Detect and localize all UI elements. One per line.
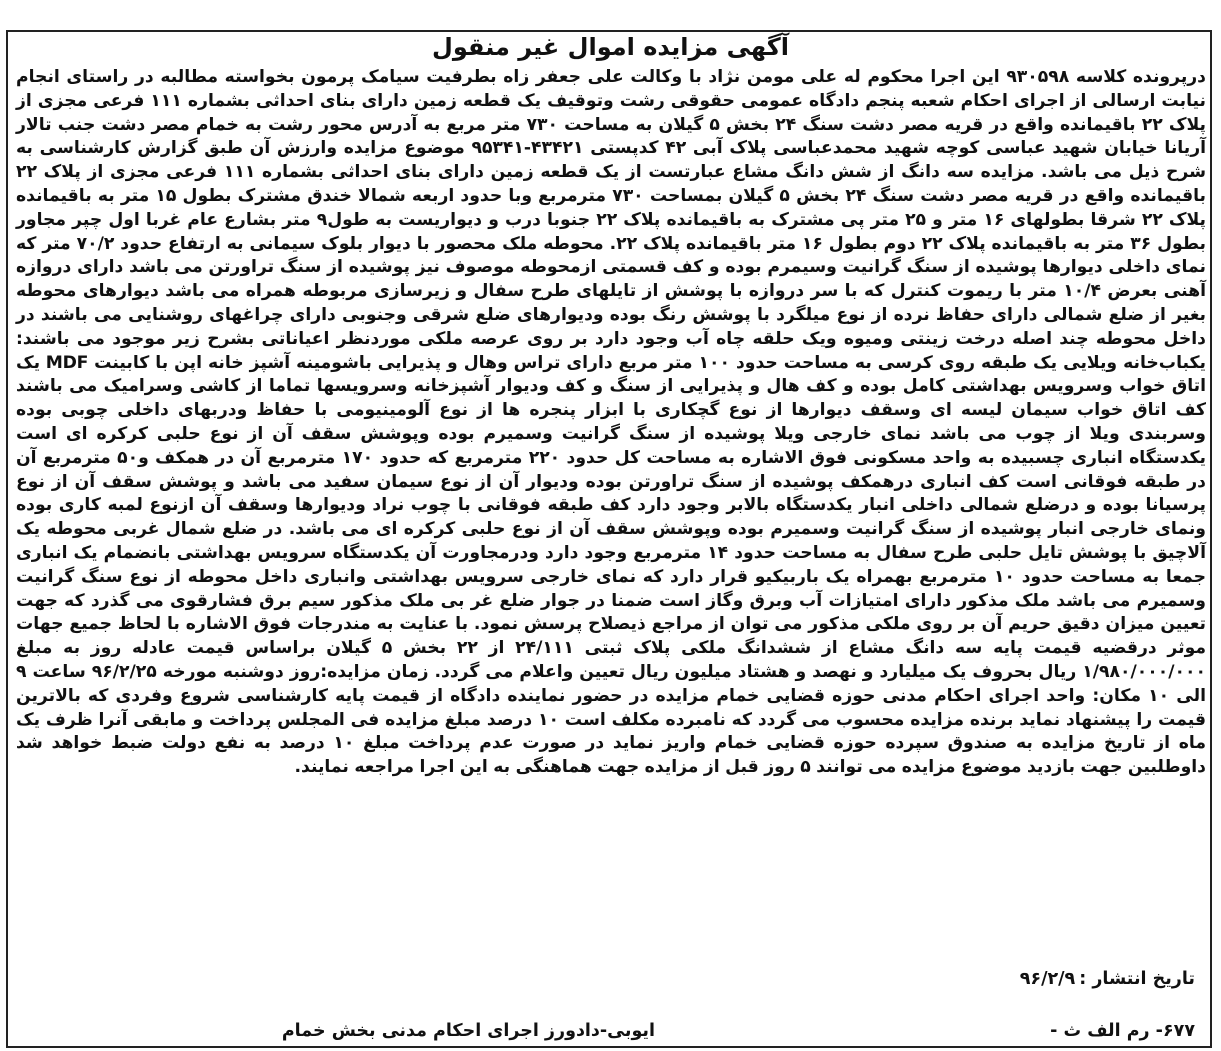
publish-date-value: ۹۶/۲/۹ [1019,969,1076,989]
notice-body: درپرونده کلاسه ۹۳۰۵۹۸ این اجرا محکوم له علی مومن نژاد با وکالت علی جعفر زاه بطرفیت سیامک پرمون بخواسته مطالبه در راستای انجام نیابت ارسالی از اجرای احکام شعبه پنجم دادگاه عمومی حقوقی رشت وتوقیف یک قطعه زمین دارای بنای احداثی بشماره ۱۱۱ فرعی مجزی از پلاک ۲۲ باقیمانده واقع در قریه مصر دشت سنگ ۲۴ بخش ۵ گیلان به مساحت ۷۳۰ متر مربع به آدرس محور رشت به خمام مصر دشت جنب تالار آریانا خیابان شهید عباسی کوچه شهید محمدعباسی پلاک آبی ۴۲ کدپستی ۴۳۴۲۱-۹۵۳۴۱ موضوع مزایده وارزش آن طبق گزارش کارشناسی به شرح ذیل می باشد. مزایده سه دانگ از شش دانگ مشاع عبارتست از یک قطعه زمین دارای بنای احداثی بشماره ۱۱۱ فرعی مجزی از پلاک ۲۲ باقیمانده واقع در قریه مصر دشت سنگ ۲۴ بخش ۵ گیلان بمساحت ۷۳۰ مترمربع وبا حدود اربعه شمالا خندق مشترک بطول ۱۵ متر به باقیمانده پلاک ۲۲ شرقا بطولهای ۱۶ متر و ۲۵ متر پی مشترک به باقیمانده پلاک ۲۲ جنوبا درب و دیواریست به طول۹ متر بشارع عام غربا اول چپر مجاور بطول ۳۶ متر به باقیمانده پلاک ۲۲ دوم بطول ۱۶ متر باقیمانده پلاک ۲۲. محوطه ملک محصور با دیوار بلوک سیمانی به ارتفاع حدود ۷۰/۲ متر که نمای داخلی دیوارها پوشیده از سنگ گرانیت وسیمرم بوده و کف قسمتی ازمحوطه موصوف نیز پوشیده از سنگ تراورتن می باشد دارای دروازه آهنی بعرض ۱۰/۴ متر با ریموت کنترل که با سر دروازه با پوشش از تایلهای طرح سفال و زیرسازی مربوطه همراه می باشد دیوارهای محوطه بغیر از ضلع شمالی دارای حفاظ نرده از نوع میلگرد با پوشش رنگ بوده ودیوارهای ضلع شرقی وجنوبی دارای چراغهای روشنایی می باشند در داخل محوطه چند اصله درخت زینتی ومیوه ویک حلقه چاه آب وجود دارد بر روی عرصه ملکی موردنظر اعیاناتی بشرح زیر موجود می باشند: یکباب‌خانه ویلایی یک طبقه روی کرسی به مساحت حدود ۱۰۰ متر مربع دارای تراس وهال و پذیرایی باشومینه آشپز خانه اپن با کابینت MDF یک اتاق خواب وسرویس بهداشتی کامل بوده و کف هال و پذیرایی از سنگ و کف ودیوار آشپزخانه وسرویسها تماما از کاشی وسرامیک می باشند کف اتاق خواب سیمان لیسه ای وسقف دیوارها از نوع گچکاری با ابزار پنجره ها از نوع آلومینیومی با حفاظ ودربهای داخلی چوبی بوده وسربندی ویلا از چوب می باشد نمای خارجی ویلا پوشیده از سنگ گرانیت وسمیرم بوده وپوشش سقف آن از نوع حلبی کرکره ای است یکدستگاه انباری چسبیده به واحد مسکونی فوق الاشاره به مساحت کل حدود ۲۲۰ مترمربع که حدود ۱۷۰ مترمربع آن در همکف و۵۰ مترمربع آن در طبقه فوقانی است کف انباری درهمکف پوشیده از سنگ تراورتن بوده ودیوار آن از نوع سیمان سفید می باشد و پوشش سقف آن از نوع پرسیانا بوده و درضلع شمالی داخلی انبار یکدستگاه بالابر وجود دارد کف طبقه فوقانی با چوب نراد ودیوارها وسقف آن ازنوع لمبه کاری بوده ونمای خارجی انبار پوشیده از سنگ گرانیت وسمیرم بوده وپوشش سقف آن از نوع حلبی کرکره ای می باشد. در ضلع شمال غربی محوطه یک آلاچیق با پوشش تایل حلبی طرح سفال به مساحت حدود ۱۴ مترمربع وجود دارد ودرمجاورت آن یکدستگاه سرویس بهداشتی بانضمام یک انباری جمعا به مساحت حدود ۱۰ مترمربع بهمراه یک باربیکیو قرار دارد که نمای خارجی سرویس بهداشتی وانباری داخل محوطه از نوع سنگ گرانیت وسمیرم می باشد ملک مذکور دارای امتیازات آب وبرق وگاز است ضمنا در جوار ضلع غر بی ملک مذکور سیم برق فشارقوی می گذرد که جهت تعیین میزان دقیق حریم آن بر روی ملکی مذکور می توان از مراجع ذیصلاح پرسش نمود. با عنایت به مندرجات فوق الاشاره با لحاظ جمیع جهات موثر درقضیه قیمت پایه سه دانگ مشاع از ششدانگ ملکی پلاک ثبتی ۲۴/۱۱۱ از ۲۲ بخش ۵ گیلان براساس قیمت عادله روز به مبلغ ۱/۹۸۰/۰۰۰/۰۰۰ ریال بحروف یک میلیارد و نهصد و هشتاد میلیون ریال تعیین واعلام می گردد. زمان مزایده:روز دوشنبه مورخه ۹۶/۲/۲۵ ساعت ۹ الی ۱۰ مکان: واحد اجرای احکام مدنی حوزه قضایی خمام مزایده در حضور نماینده دادگاه از قیمت پایه کارشناسی شروع وفردی که بالاترین قیمت را پیشنهاد نماید برنده مزایده محسوب می گردد که نامبرده مکلف است ۱۰ درصد مبلغ مزایده فی المجلس پرداخت و مابقی آنرا ظرف یک ماه از تاریخ مزایده به صندوق سپرده حوزه قضایی خمام واریز نماید در صورت عدم پرداخت مبلغ ۱۰ درصد به نفع دولت ضبط خواهد شد داوطلبین جهت بازدید موضوع مزایده می توانند ۵ روز قبل از مزایده جهت هماهنگی به این اجرا مراجعه نمایند. [16,67,1207,778]
notice-signature: ایوبی-دادورز اجرای احکام مدنی بخش خمام [281,1021,655,1041]
notice-title: آگهی مزایده اموال غیر منقول [432,33,789,61]
notice-code: ۶۷۷- رم الف ث - [1050,1021,1195,1041]
notice-footer [16,1019,1195,1045]
publish-date-line [1020,967,1195,991]
publish-date-label: تاریخ انتشار : [1079,969,1195,989]
